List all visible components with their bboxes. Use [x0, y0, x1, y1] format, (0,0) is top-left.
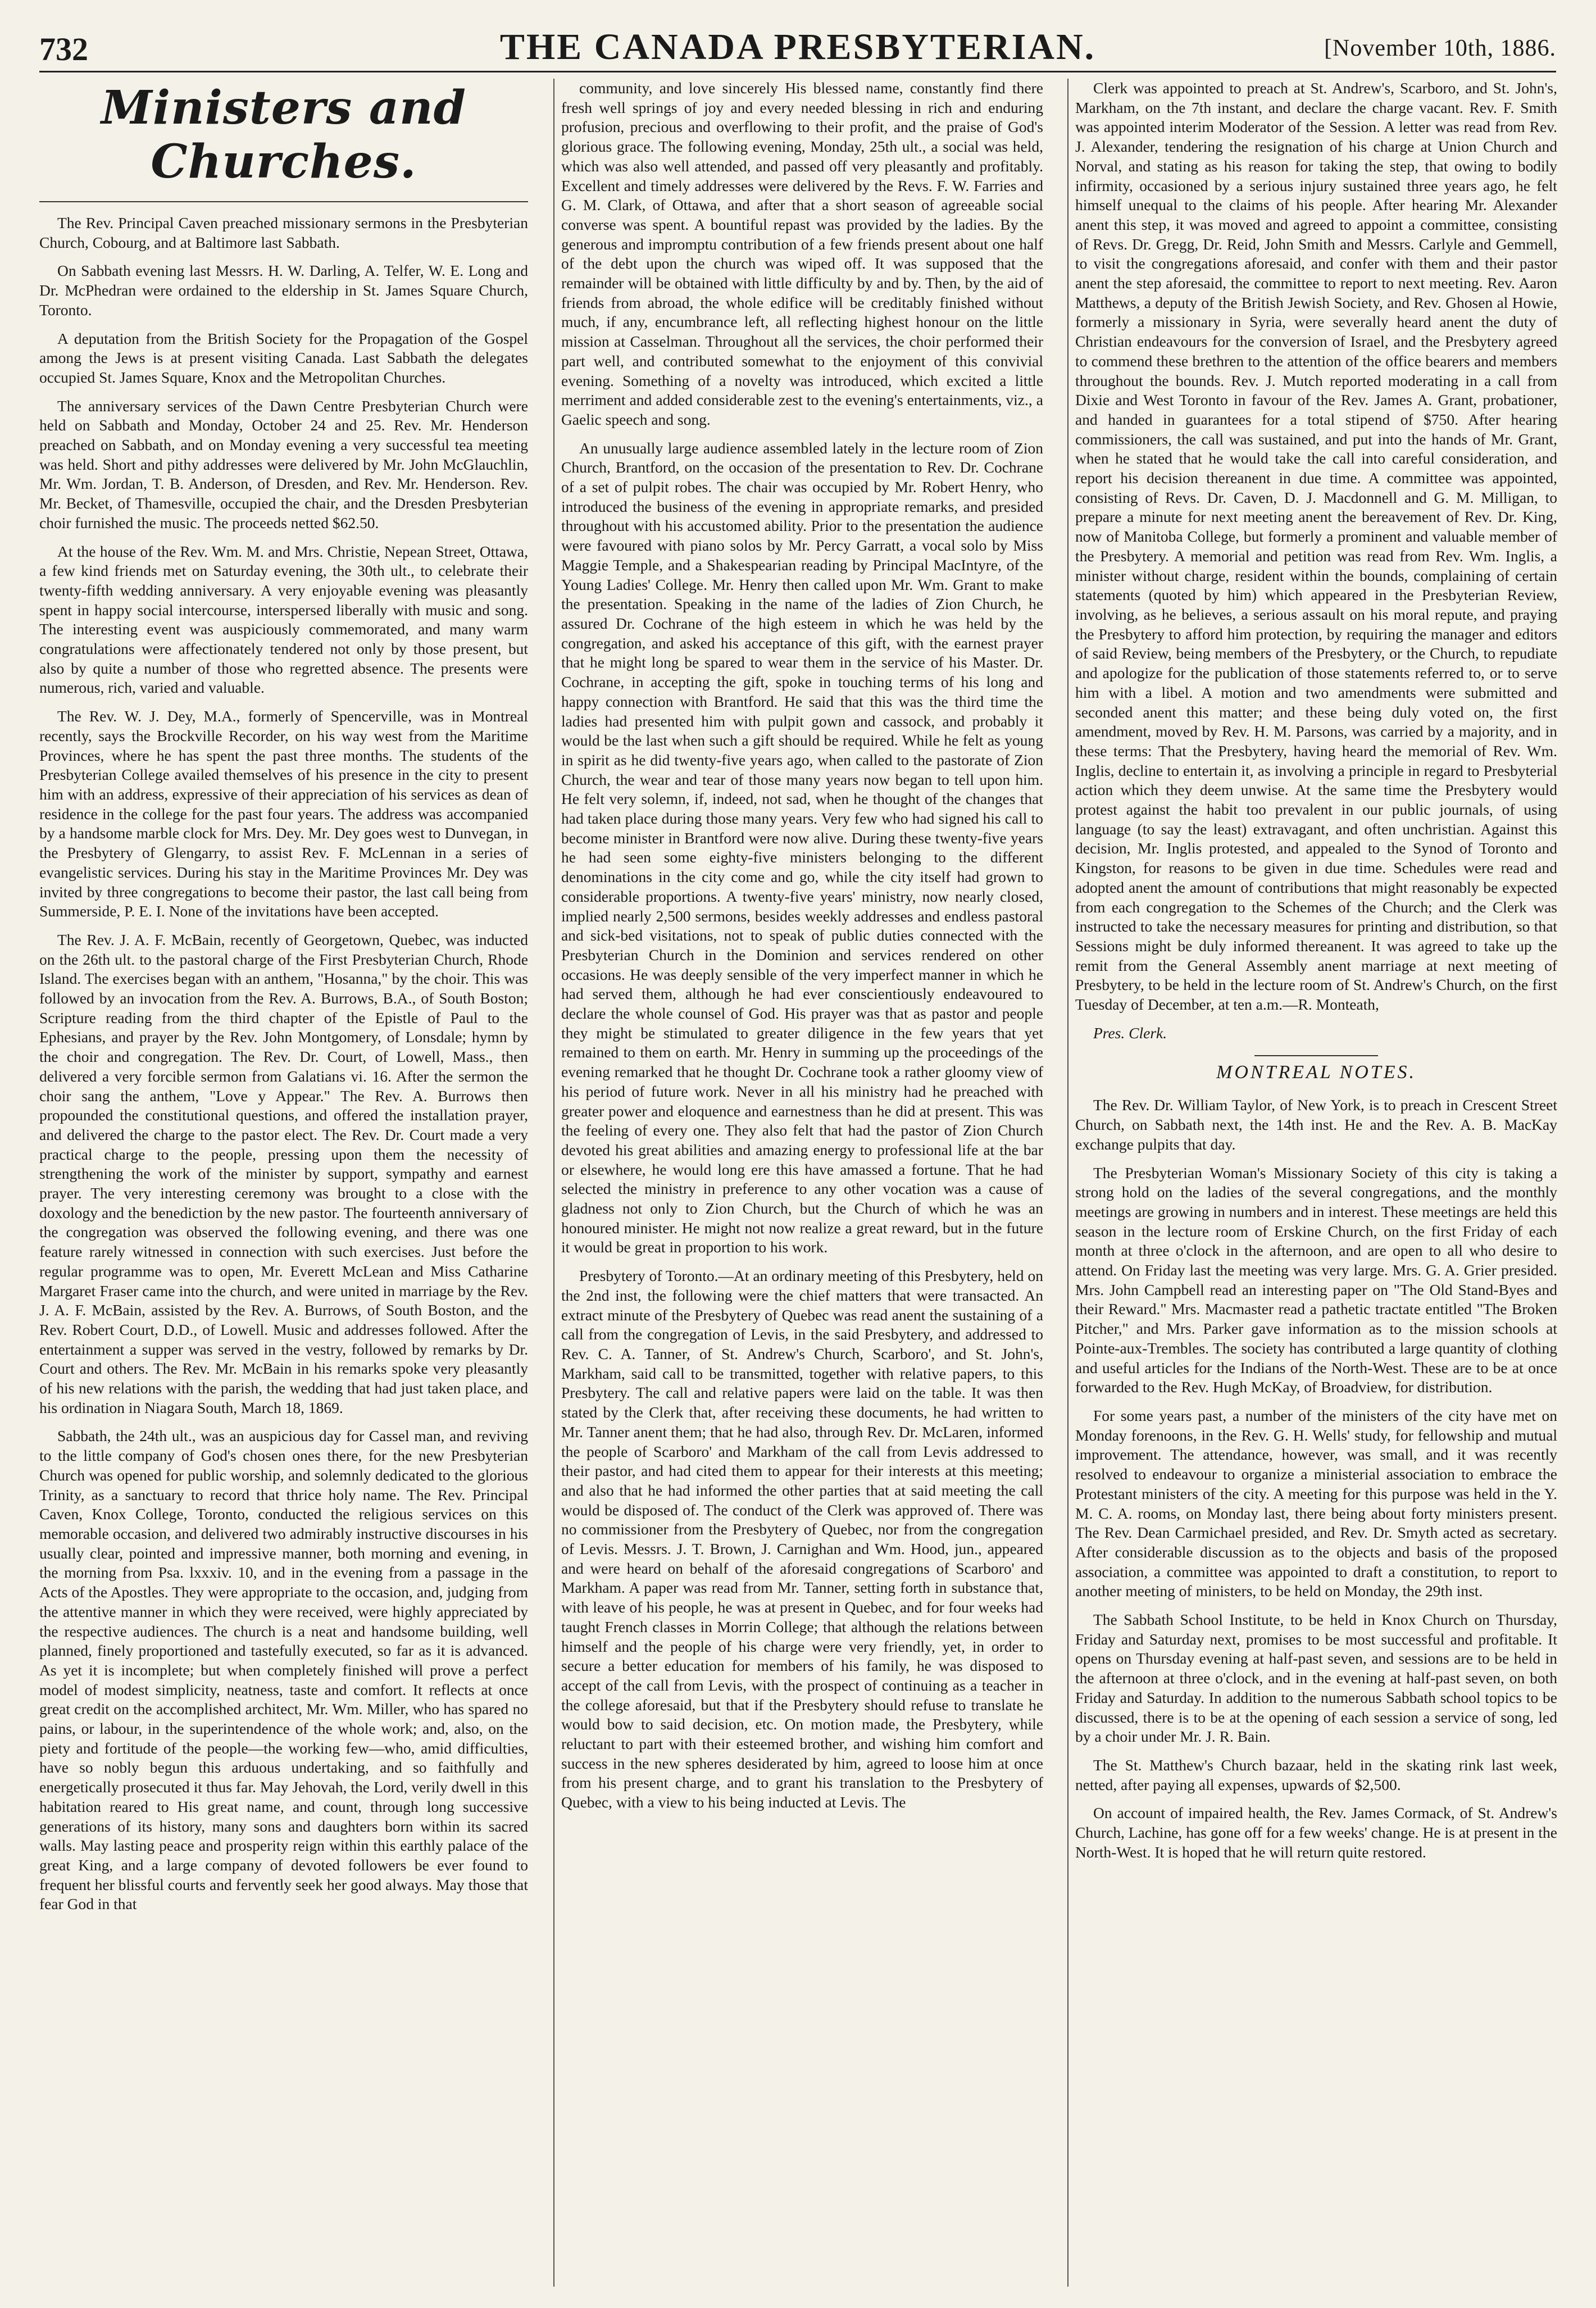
columns	[39, 79, 1556, 2287]
article-paragraph: Clerk was appointed to preach at St. Andrew's, Scarboro, and St. John's, Markham, on the 7th instant, and declare the charge vacant. Rev. F. Smith was appointed interim Moderator of the Session. A letter was read from Rev. J. Alexander, tendering the resignation of his charge at Union Church and Norval, and stating as his reason for taking the step, that owing to bodily infirmity, occasioned by a serious injury sustained three years ago, he felt himself unequal to the claims of his people. After hearing Mr. Alexander anent this step, it was moved and agreed to appoint a committee, consisting of Revs. Dr. Gregg, Dr. Reid, John Smith and Messrs. Carlyle and Gemmell, to visit the congregations aforesaid, and confer with them and their pastor anent the step aforesaid, the committee to report to next meeting. Rev. Aaron Matthews, a deputy of the British Jewish Society, and Rev. Ghosen al Howie, formerly a missionary in Syria, were severally heard anent the duty of Christian endeavours for the conversion of Israel, and the Presbytery agreed to commend these brethren to the attention of the office bearers and members throughout the bounds. Rev. J. Mutch reported moderating in a call from Dixie and West Toronto in favour of the Rev. James A. Grant, probationer, and handed in guarantees for a total stipend of $750. After hearing commissioners, the call was sustained, and put into the hands of Mr. Grant, when he stated that he would take the call into careful consideration, and report his decision thereanent in due time. A committee was appointed, consisting of Revs. Dr. Caven, D. J. Macdonnell and G. M. Milligan, to prepare a minute for next meeting anent the bereavement of Rev. Dr. King, now of Manitoba College, but formerly a prominent and valuable member of the Presbytery. A memorial and petition was read from Rev. Wm. Inglis, a minister without charge, resident within the bounds, complaining of certain statements (quoted by him) which appeared in the Presbyterian Review, involving, as he believes, a serious assault on his moral repute, and praying the Presbytery to afford him protection, by requiring the manager and editors of said Review, being members of the Presbytery, or the Church, to repudiate and apologize for the publication of those statements referred to, or to serve him with a libel. A motion and two amendments were submitted and seconded anent this matter; and these being duly voted on, the first amendment, moved by Rev. H. M. Parsons, was carried by a majority, and in these terms: That the Presbytery, having heard the memorial of Rev. Wm. Inglis, decline to entertain it, as involving a principle in regard to Presbyterial action which they deem unwise. At the same time the Presbytery would protest against the habit too prevalent in our public journals, of using language (to say the least) extravagant, and often unchristian. Against this decision, Mr. Inglis protested, and appealed to the Synod of Toronto and Kingston, for reasons to be given in due time. Schedules were read and adopted anent the amount of contributions that might reasonably be expected from each congregation to the Schemes of the Church; and the Clerk was instructed to take the necessary measures for printing and distribution, so that Sessions might be duly informed thereanent. It was agreed to take up the remit from the General Assembly anent marriage at next meeting of Presbytery, to be held in the lecture room of St. Andrew's Church, on the first Tuesday of December, at ten a.m.—R. Monteath,	[1075, 79, 1557, 1014]
article-paragraph: The Rev. Principal Caven preached missionary sermons in the Presbyterian Church, Cobourg, and at Baltimore last Sabbath.	[39, 214, 528, 251]
column-1	[39, 79, 528, 2287]
notes-paragraph: The Presbyterian Woman's Missionary Society of this city is taking a strong hold on the ladies of the several congregations, and the monthly meetings are growing in numbers and in interest. These meetings are held this season in the lecture room of Erskine Church, on the first Friday of each month at three o'clock in the afternoon, and are open to all who desire to attend. On Friday last the meeting was very large. Mrs. G. A. Grier presided. Mrs. John Campbell read an interesting paper on "The Old Stand-Byes and their Reward." Mrs. Macmaster read a pathetic tractate entitled "The Broken Pitcher," and Mrs. Parker gave information as to the mission schools at Pointe-aux-Trembles. The society has contributed a large quantity of clothing and useful articles for the Indians of the North-West. These are to be at once forwarded to the Rev. Hugh McKay, of Broadview, for distribution.	[1075, 1164, 1557, 1396]
column-1-body	[39, 213, 528, 1914]
notes-paragraph: The St. Matthew's Church bazaar, held in the skating rink last week, netted, after paying all expenses, upwards of $2,500.	[1075, 1756, 1557, 1793]
article-paragraph: A deputation from the British Society for the Propagation of the Gospel among the Jews is at present visiting Canada. Last Sabbath the delegates occupied St. James Square, Knox and the Metropolitan Churches.	[39, 329, 528, 386]
article-paragraph: The anniversary services of the Dawn Centre Presbyterian Church were held on Sabbath and Monday, October 24 and 25. Rev. Mr. Henderson preached on Sabbath, and on Monday evening a very successful tea meeting was held. Short and pithy addresses were delivered by Mr. John McGlauchlin, Mr. Wm. Jordan, T. B. Anderson, of Dresden, and Rev. Mr. Henderson. Rev. Mr. Becket, of Thamesville, occupied the chair, and the Dresden Presbyterian choir furnished the music. The proceeds netted $62.50.	[39, 397, 528, 531]
notes-paragraph: The Sabbath School Institute, to be held in Knox Church on Thursday, Friday and Saturday next, promises to be most successful and profitable. It opens on Thursday evening at half-past seven, and sessions are to be held in the afternoon at three o'clock, and in the evening at half-past seven, on both Friday and Saturday. In addition to the numerous Sabbath school topics to be discussed, there is to be at the opening of each session a service of song, led by a choir under Mr. J. R. Bain.	[1075, 1611, 1557, 1746]
heading-rule	[39, 201, 528, 202]
notes-paragraph: The Rev. Dr. William Taylor, of New York, is to preach in Crescent Street Church, on Sabbath next, the 14th inst. He and the Rev. A. B. MacKay exchange pulpits that day.	[1075, 1096, 1557, 1153]
article-paragraph: Presbytery of Toronto.—At an ordinary meeting of this Presbytery, held on the 2nd inst, the following were the chief matters that were transacted. An extract minute of the Presbytery of Quebec was read anent the sustaining of a call from the congregation of Levis, in the said Presbytery, and addressed to Rev. C. A. Tanner, of St. Andrew's Church, Scarboro', and St. John's, Markham, said call to be transmitted, together with relative papers, to this Presbytery. The call and relative papers were laid on the table. It was then stated by the Clerk that, after receiving these documents, he had written to Mr. Tanner anent them; that he had also, through Rev. Dr. McLaren, informed the people of Scarboro' and Markham of the call from Levis addressed to their pastor, and had cited them to appear for their interests at this meeting; and also that he had informed the other parties that at said meeting the call would be disposed of. The conduct of the Clerk was approved of. There was no commissioner from the Presbytery of Quebec, nor from the congregation of Levis. Messrs. J. T. Brown, J. Carnighan and Wm. Hood, jun., appeared and were heard on behalf of the aforesaid congregations of Scarboro' and Markham. A paper was read from Mr. Tanner, setting forth in substance that, with leave of his people, he was at present in Quebec, and for four weeks had taught French classes in Morrin College; that although the relations between himself and the people of his charge were very friendly, yet, in order to secure a better education for members of his family, he was disposed to accept of the call from Levis, with the prospect of continuing as a teacher in the college aforesaid, but that if the Presbytery should refuse to translate he would bow to said decision, etc. On motion made, the Presbytery, while reluctant to part with their esteemed brother, and wishing him comfort and success in the new spheres desiderated by him, agreed to loose him at once from his present charge, and to grant his translation to the Presbytery of Quebec, with a view to his being inducted at Levis. The	[561, 1267, 1043, 1811]
page-header	[39, 22, 1556, 72]
article-paragraph: An unusually large audience assembled lately in the lecture room of Zion Church, Brantford, on the occasion of the presentation to Rev. Dr. Cochrane of a set of pulpit robes. The chair was occupied by Mr. Robert Henry, who introduced the business of the evening in appropriate remarks, and presided throughout with his accustomed ability. Prior to the presentation the audience were favoured with piano solos by Mr. Percy Garratt, a vocal solo by Miss Maggie Temple, and a Shakespearian reading by Principal MacIntyre, of the Young Ladies' College. Mr. Henry then called upon Mr. Wm. Grant to make the presentation. Speaking in the name of the ladies of Zion Church, he assured Dr. Cochrane of the high esteem in which he was held by the congregation, and asked his acceptance of this gift, with the earnest prayer that he might long be spared to wear them in the service of his Master. Dr. Cochrane, in accepting the gift, spoke in touching terms of his long and happy connection with Brantford. He said that this was the third time the ladies had presented him with pulpit gown and cassock, and probably it would be the last when such a gift should be required. While he felt as young in spirit as he did twenty-five years ago, when called to the pastorate of Zion Church, the wear and tear of those many years now began to tell upon him. He felt very solemn, if, indeed, not sad, when he thought of the changes that had taken place during those many years. Very few who had signed his call to become minister in Brantford were now alive. During these twenty-five years he had seen some eighty-five ministers belonging to the different denominations in the city come and go, while the city itself had grown to considerable proportions. A twenty-five years' ministry, now nearly closed, implied nearly 2,500 sermons, besides weekly addresses and endless pastoral and sick-bed visitations, not to speak of public duties connected with the Presbyterian Church in the Dominion and services rendered on other occasions. He was deeply sensible of the very imperfect manner in which he had served them, although he had ever conscientiously endeavoured to declare the whole counsel of God. His prayer was that as pastor and people they might be stimulated to greater diligence in the few years that yet remained to them on earth. Mr. Henry in summing up the proceedings of the evening remarked that he thought Dr. Cochrane took a rather gloomy view of his period of future work. Never in all his ministry had he preached with greater power and eloquence and earnestness than he did at present. This was the feeling of every one. They also felt that had the pastor of Zion Church devoted his great abilities and amazing energy to professional life at the bar or elsewhere, he would long ere this have amassed a fortune. That he had selected the ministry in preference to any other vocation was a cause of gladness not only to Zion Church, but the Church of which he was an honoured minister. He might not now realize a great reward, but in the future it would be great in proportion to his work.	[561, 439, 1043, 1256]
column-2	[553, 79, 1043, 2287]
column-2-body	[561, 79, 1043, 1812]
newspaper-title: THE CANADA PRESBYTERIAN.	[499, 26, 1096, 67]
issue-date: [November 10th, 1886.	[1324, 35, 1556, 61]
section-heading: Ministers and Churches.	[101, 81, 466, 189]
clerk-signature: Pres. Clerk.	[1093, 1024, 1167, 1042]
article-paragraph: On Sabbath evening last Messrs. H. W. Darling, A. Telfer, W. E. Long and Dr. McPhedran were ordained to the eldership in St. James Square Church, Toronto.	[39, 262, 528, 319]
column-3	[1067, 79, 1557, 2287]
article-paragraph: The Rev. J. A. F. McBain, recently of Georgetown, Quebec, was inducted on the 26th ult. to the pastoral charge of the First Presbyterian Church, Rhode Island. The exercises began with an anthem, "Hosanna," by the choir. This was followed by an invocation from the Rev. A. Burrows, B.A., of South Boston; Scripture reading from the third chapter of the Epistle of Paul to the Ephesians, and prayer by the Rev. John Montgomery, of Lonsdale; hymn by the choir and congregation. The Rev. Dr. Court, of Lowell, Mass., then delivered a very forcible sermon from Galatians vi. 16. After the sermon the choir sang the anthem, "Love y Appear." The Rev. A. Burrows then propounded the constitutional questions, and offered the installation prayer, and delivered the charge to the pastor elect. The Rev. Dr. Court made a very practical charge to the people, pressing upon them the necessity of strengthening the work of the minister by support, sympathy and earnest prayer. The very interesting ceremony was brought to a close with the doxology and the benediction by the new pastor. The fourteenth anniversary of the congregation was observed the following evening, and there was one feature rarely witnessed in connection with such exercises. Just before the regular programme was to open, Mr. Everett McLean and Miss Catharine Margaret Fraser came into the church, and were united in marriage by the Rev. J. A. F. McBain, assisted by the Rev. A. Burrows, of South Boston, and the Rev. Robert Court, D.D., of Lowell. Music and addresses followed. After the entertainment a supper was served in the vestry, followed by remarks by Dr. Court and others. The Rev. Mr. McBain in his remarks spoke very pleasantly of his new relations with the parish, the wedding that had just taken place, and his ordination in Niagara South, March 18, 1869.	[39, 930, 528, 1416]
notes-rule	[1254, 1055, 1378, 1056]
article-paragraph: The Rev. W. J. Dey, M.A., formerly of Spencerville, was in Montreal recently, says the Brockville Recorder, on his way west from the Maritime Provinces, where he has spent the past three months. The students of the Presbyterian College availed themselves of his presence in the city to present him with an address, expressive of their appreciation of his services as dean of residence in the college for the past four years. The address was accompanied by a handsome marble clock for Mrs. Dey. Mr. Dey goes west to Dunvegan, in the Presbytery of Glengarry, to assist Rev. F. McLennan in a series of evangelistic services. During his stay in the Maritime Provinces Mr. Dey was invited by three congregations to become their pastor, the last call being from Summerside, P. E. I. None of the invitations have been accepted.	[39, 707, 528, 920]
montreal-notes-title: MONTREAL NOTES.	[1216, 1062, 1416, 1083]
article-paragraph: Sabbath, the 24th ult., was an auspicious day for Cassel man, and reviving to the little company of God's chosen ones there, for the new Presbyterian Church was opened for public worship, and solemnly dedicated to the glorious Trinity, as a sanctuary to record that thrice holy name. The Rev. Principal Caven, Knox College, Toronto, conducted the religious services on this memorable occasion, and delivered two admirably instructive discourses in his usually clear, pointed and impressive manner, both morning and evening, in the morning from Psa. lxxxiv. 10, and in the evening from a passage in the Acts of the Apostles. They were appropriate to the occasion, and, judging from the attentive manner in which they were received, were highly appreciated by the respective audiences. The church is a neat and handsome building, well planned, finely proportioned and tastefully executed, so far as it is advanced. As yet it is incomplete; but when completely finished will prove a perfect model of modest simplicity, neatness, taste and comfort. It reflects at once great credit on the accomplished architect, Mr. Wm. Miller, who has spared no pains, or labour, in the superintendence of the whole work; and, also, on the piety and fortitude of the people—the working few—who, amid difficulties, have so nobly begun this arduous undertaking, and so faithfully and energetically prosecuted it thus far. May Jehovah, the Lord, verily dwell in this habitation reared to His great name, and count, through long successive generations of its history, many sons and daughters born within its sacred walls. May lasting peace and prosperity reign within this earthly palace of the great King, and a large company of devoted followers be ever found to frequent her blissful courts and fervently seek her good always. May those that fear God in that	[39, 1427, 528, 1913]
notes-paragraph: For some years past, a number of the ministers of the city have met on Monday forenoons, in the Rev. G. H. Wells' study, for fellowship and mutual improvement. The attendance, however, was small, and it was recently resolved to endeavour to organize a ministerial association to embrace the Protestant ministers of the city. A meeting for this purpose was held in the Y. M. C. A. rooms, on Monday last, there being about forty ministers present. The Rev. Dean Carmichael presided, and Rev. Dr. Smyth acted as secretary. After considerable discussion as to the objects and basis of the proposed association, a committee was appointed to draft a constitution, to report to another meeting of ministers, to be held on Monday, the 29th inst.	[1075, 1407, 1557, 1600]
page-number: 732	[39, 31, 88, 67]
newspaper-page	[39, 22, 1556, 2292]
notes-paragraph: On account of impaired health, the Rev. James Cormack, of St. Andrew's Church, Lachine, has gone off for a few weeks' change. He is at present in the North-West. It is hoped that he will return quite restored.	[1075, 1804, 1557, 1861]
montreal-notes-body	[1075, 1096, 1557, 1862]
column-3-body	[1075, 79, 1557, 1015]
article-paragraph: At the house of the Rev. Wm. M. and Mrs. Christie, Nepean Street, Ottawa, a few kind friends met on Saturday evening, the 30th ult., to celebrate their twenty-fifth wedding anniversary. A very enjoyable evening was pleasantly spent in happy social intercourse, interspersed liberally with music and song. The interesting event was auspiciously commemorated, and many warm congratulations were affectionately tendered not only by those present, but also by quite a number of those who regretted absence. The presents were numerous, rich, varied and valuable.	[39, 542, 528, 697]
article-paragraph: community, and love sincerely His blessed name, constantly find there fresh well springs of joy and every needed blessing in rich and enduring profusion, precious and overflowing to their profit, and the praise of God's glorious grace. The following evening, Monday, 25th ult., a social was held, which was also well attended, and passed off very pleasantly and profitably. Excellent and timely addresses were delivered by the Revs. F. W. Farries and G. M. Clark, of Ottawa, and after that a short season of agreeable social converse was spent. A bountiful repast was provided by the ladies. By the generous and impromptu contribution of a few friends present about one half of the debt upon the church was wiped off. It was supposed that the remainder will be obtained with little difficulty by and by. Then, by the aid of friends from abroad, the whole edifice will be creditably finished without much, if any, encumbrance left, all reflecting highest honour on the little mission at Casselman. Throughout all the services, the choir performed their part well, and contributed somewhat to the enjoyment of this convivial evening. Something of a novelty was introduced, which excited a little merriment and added considerable zest to the evening's entertainments, viz., a Gaelic speech and song.	[561, 79, 1043, 428]
